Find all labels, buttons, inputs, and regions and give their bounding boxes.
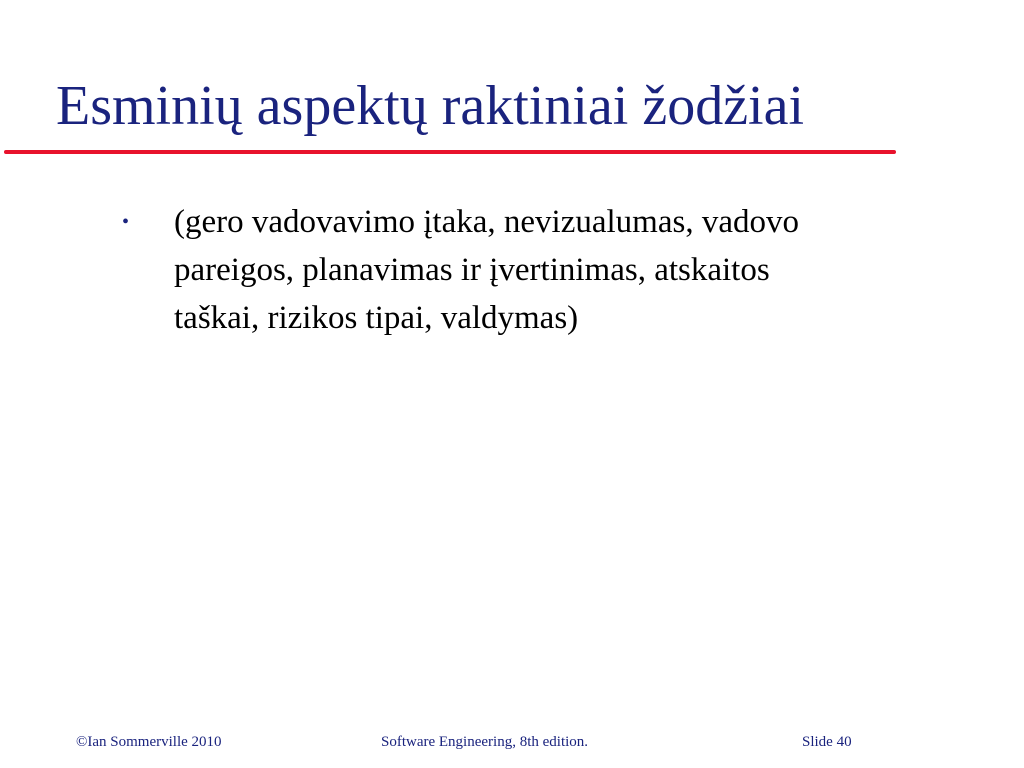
title-underline-rule bbox=[4, 150, 896, 154]
bullet-text: (gero vadovavimo įtaka, nevizualumas, vadovo pareigos, planavimas ir įvertinimas, atskaitos taškai, rizikos tipai, valdymas) bbox=[174, 204, 799, 336]
bullet-dot-icon: • bbox=[122, 211, 130, 233]
footer-copyright: ©Ian Sommerville 2010 bbox=[76, 734, 222, 750]
bullet-item bbox=[118, 198, 978, 342]
footer-slide-number: Slide 40 bbox=[802, 734, 852, 750]
bullet-list bbox=[118, 198, 978, 342]
footer-book-title: Software Engineering, 8th edition. bbox=[381, 734, 589, 750]
slide-title: Esminių aspektų raktiniai žodžiai bbox=[56, 75, 805, 137]
